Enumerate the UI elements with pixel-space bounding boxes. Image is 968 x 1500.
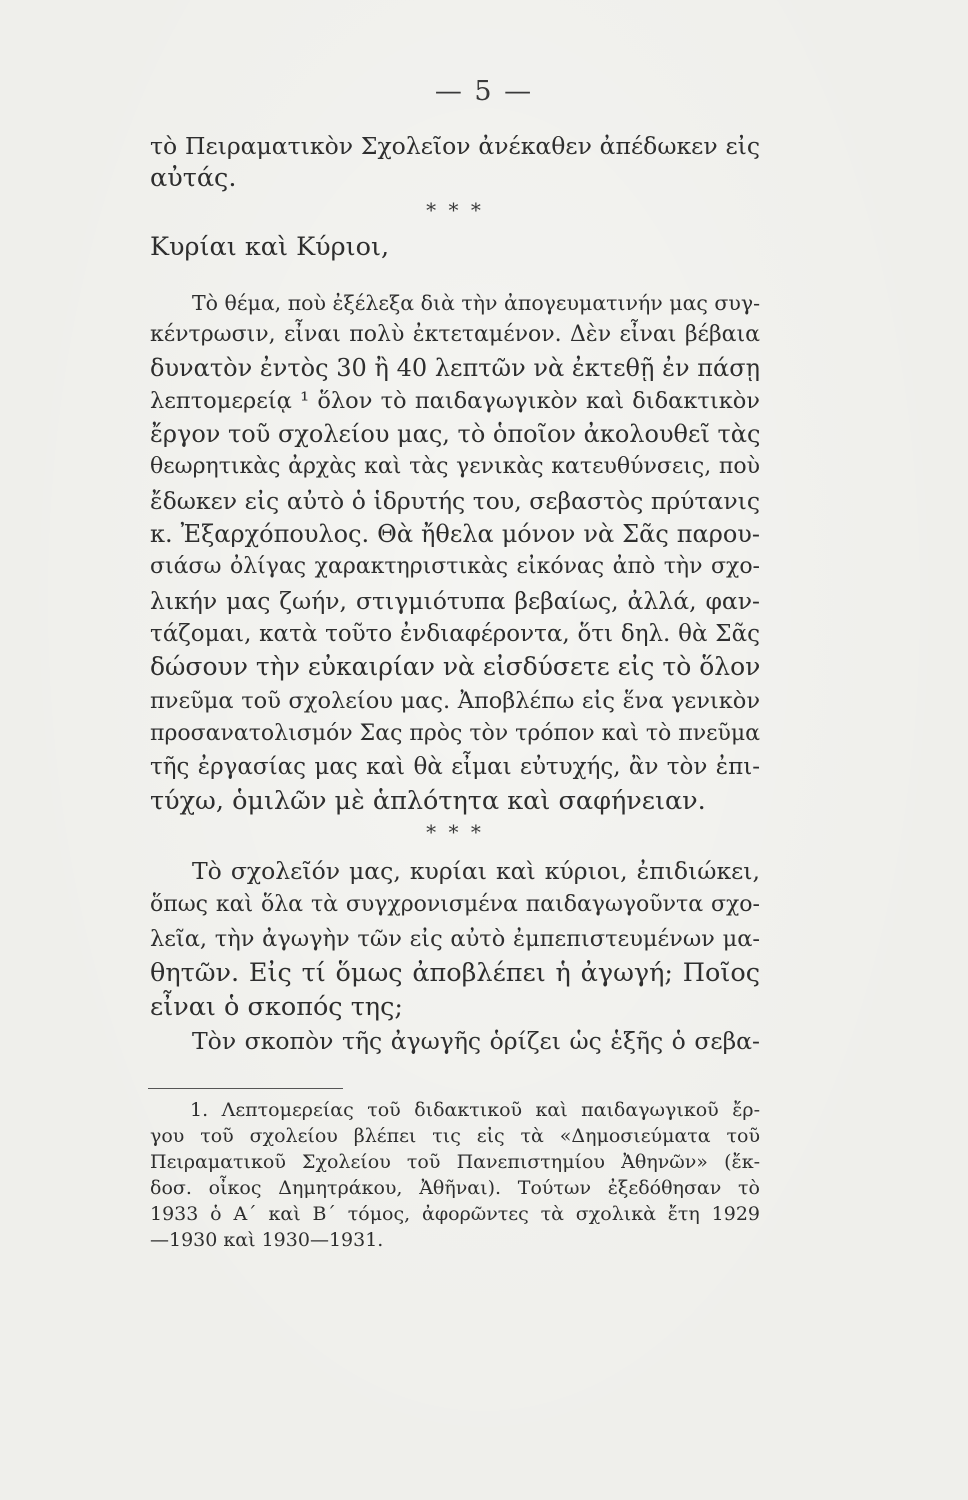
text-line: τῆς ἐργασίας μας καὶ θὰ εἶμαι εὐτυχής, ἂν τὸν ἐπι- xyxy=(150,754,760,780)
text-line: τύχω, ὁμιλῶν μὲ ἁπλότητα καὶ σαφήνειαν. xyxy=(150,786,706,816)
text-line: σιάσω ὀλίγας χαρακτηριστικὰς εἰκόνας ἀπὸ τὴν σχο- xyxy=(150,554,760,579)
footnote-line: 1933 ὁ Α΄ καὶ Β΄ τόμος, ἀφορῶντες τὰ σχολικὰ ἔτη 1929 xyxy=(150,1203,760,1225)
text-line: θεωρητικὰς ἀρχὰς καὶ τὰς γενικὰς κατευθύνσεις, ποὺ xyxy=(150,454,760,479)
text-line: λεῖα, τὴν ἀγωγὴν τῶν εἰς αὐτὸ ἐμπεπιστευμένων μα- xyxy=(150,926,760,952)
footnote-rule xyxy=(148,1088,343,1089)
section-separator: * * * xyxy=(426,820,484,844)
text-line: δυνατὸν ἐντὸς 30 ἢ 40 λεπτῶν νὰ ἐκτεθῇ ἐν πάσῃ xyxy=(150,354,760,382)
page-number: — 5 — xyxy=(434,76,534,107)
text-line: Τὸ θέμα, ποὺ ἐξέλεξα διὰ τὴν ἀπογευματινήν μας συγ- xyxy=(192,291,761,315)
text-line: λεπτομερείᾳ ¹ ὅλον τὸ παιδαγωγικὸν καὶ διδακτικὸν xyxy=(150,388,760,414)
text-line: κέντρωσιν, εἶναι πολὺ ἐκτεταμένον. Δὲν εἶναι βέβαια xyxy=(150,322,760,347)
section-separator: * * * xyxy=(426,198,484,222)
text-line: λικήν μας ζωήν, στιγμιότυπα βεβαίως, ἀλλά, φαν- xyxy=(150,587,760,615)
text-line: εἶναι ὁ σκοπός της; xyxy=(150,992,403,1022)
text-line: ἔδωκεν εἰς αὐτὸ ὁ ἱδρυτής του, σεβαστὸς πρύτανις xyxy=(150,487,760,515)
text-line: Τὸν σκοπὸν τῆς ἀγωγῆς ὁρίζει ὡς ἑξῆς ὁ σεβα- xyxy=(192,1027,760,1055)
text-line: ὅπως καὶ ὅλα τὰ συγχρονισμένα παιδαγωγοῦντα σχο- xyxy=(150,892,760,917)
text-line: πνεῦμα τοῦ σχολείου μας. Ἀποβλέπω εἰς ἕνα γενικὸν xyxy=(150,688,760,714)
footnote-line: γου τοῦ σχολείου βλέπει τις εἰς τὰ «Δημοσιεύματα τοῦ xyxy=(150,1125,760,1147)
text-line: τάζομαι, κατὰ τοῦτο ἐνδιαφέροντα, ὅτι δηλ. θὰ Σᾶς xyxy=(150,621,760,647)
footnote-line: δοσ. οἶκος Δημητράκου, Ἀθῆναι). Τούτων ἐξεδόθησαν τὸ xyxy=(150,1177,760,1199)
footnote-line: Πειραματικοῦ Σχολείου τοῦ Πανεπιστημίου Ἀθηνῶν» (ἔκ- xyxy=(150,1151,760,1173)
text-line: θητῶν. Εἰς τί ὅμως ἀποβλέπει ἡ ἀγωγή; Ποῖος xyxy=(150,958,760,988)
text-line: αὐτάς. xyxy=(150,163,237,193)
text-line: δώσουν τὴν εὐκαιρίαν νὰ εἰσδύσετε εἰς τὸ ὅλον xyxy=(150,652,761,681)
text-line: τὸ Πειραματικὸν Σχολεῖον ἀνέκαθεν ἀπέδωκεν εἰς xyxy=(150,132,760,160)
text-line: Τὸ σχολεῖόν μας, κυρίαι καὶ κύριοι, ἐπιδιώκει, xyxy=(192,857,760,885)
salutation: Κυρίαι καὶ Κύριοι, xyxy=(150,232,390,262)
text-line: ἔργον τοῦ σχολείου μας, τὸ ὁποῖον ἀκολουθεῖ τὰς xyxy=(150,420,761,448)
footnote-line: 1. Λεπτομερείας τοῦ διδακτικοῦ καὶ παιδαγωγικοῦ ἔρ- xyxy=(190,1099,760,1121)
text-line: προσανατολισμόν Σας πρὸς τὸν τρόπον καὶ τὸ πνεῦμα xyxy=(150,721,760,746)
text-line: κ. Ἐξαρχόπουλος. Θὰ ἤθελα μόνον νὰ Σᾶς παρου- xyxy=(150,520,760,548)
footnote-line: —1930 καὶ 1930—1931. xyxy=(150,1229,384,1251)
